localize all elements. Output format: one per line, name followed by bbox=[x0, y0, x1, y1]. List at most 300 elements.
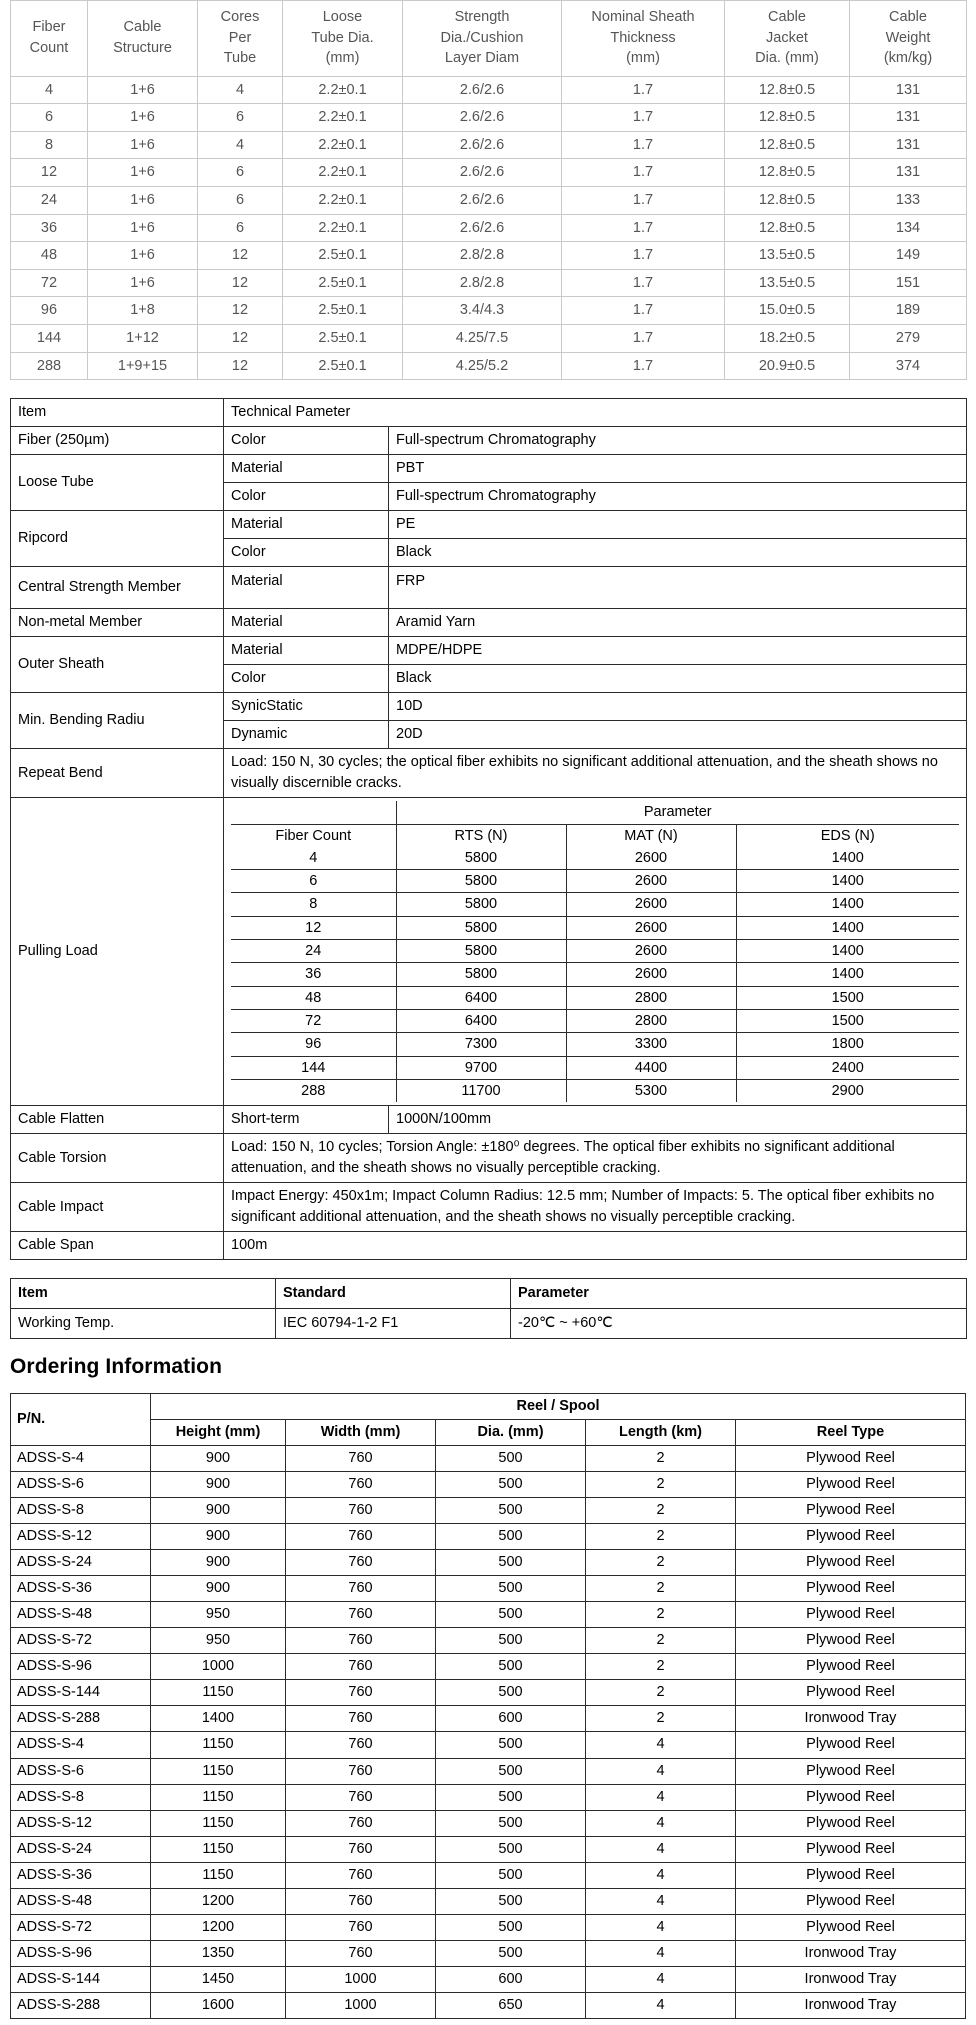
bending-radius-label: Min. Bending Radiu bbox=[11, 693, 224, 749]
ordering-cell-3: 500 bbox=[436, 1446, 586, 1472]
table-row bbox=[231, 940, 959, 963]
loose-tube-material-key: Material bbox=[224, 455, 389, 483]
loose-tube-label: Loose Tube bbox=[11, 455, 224, 511]
spec-cell-2: 6 bbox=[198, 104, 283, 132]
ordering-cell-5: Plywood Reel bbox=[736, 1680, 966, 1706]
ordering-cell-1: 1150 bbox=[151, 1732, 286, 1758]
pulling-load-cell-3: 1500 bbox=[736, 986, 959, 1009]
pulling-load-header-3: EDS (N) bbox=[736, 824, 959, 847]
ordering-information-heading: Ordering Information bbox=[10, 1355, 222, 1379]
ordering-cell-4: 2 bbox=[586, 1706, 736, 1732]
spec-cell-0: 96 bbox=[11, 297, 88, 325]
ordering-cell-3: 500 bbox=[436, 1732, 586, 1758]
spec-cell-4: 4.25/7.5 bbox=[403, 324, 562, 352]
spec-cell-7: 149 bbox=[850, 242, 967, 270]
pulling-load-header-0: Fiber Count bbox=[231, 824, 396, 847]
ordering-cell-2: 760 bbox=[286, 1628, 436, 1654]
spec-cell-1: 1+6 bbox=[88, 214, 198, 242]
ordering-cell-5: Plywood Reel bbox=[736, 1888, 966, 1914]
spec-cell-7: 133 bbox=[850, 187, 967, 215]
ordering-cell-5: Plywood Reel bbox=[736, 1914, 966, 1940]
spec-cell-5: 1.7 bbox=[562, 76, 725, 104]
spec-cell-7: 134 bbox=[850, 214, 967, 242]
ordering-pn-cell: ADSS-S-36 bbox=[11, 1862, 151, 1888]
spec-cell-7: 189 bbox=[850, 297, 967, 325]
csm-label: Central Strength Member bbox=[11, 567, 224, 609]
spec-cell-5: 1.7 bbox=[562, 187, 725, 215]
pulling-load-cell-3: 1500 bbox=[736, 1009, 959, 1032]
ordering-cell-4: 4 bbox=[586, 1836, 736, 1862]
pulling-load-cell-1: 11700 bbox=[396, 1079, 566, 1102]
pulling-load-cell-2: 2800 bbox=[566, 986, 736, 1009]
pulling-load-cell-0: 48 bbox=[231, 986, 396, 1009]
spec-cell-4: 4.25/5.2 bbox=[403, 352, 562, 380]
spec-cell-3: 2.5±0.1 bbox=[283, 242, 403, 270]
row-outer-sheath-material bbox=[11, 637, 967, 665]
table-row bbox=[11, 1940, 966, 1966]
spec-column-header-7: Cable Weight (km/kg) bbox=[850, 1, 967, 77]
pulling-load-cell bbox=[224, 798, 967, 1106]
spec-cell-5: 1.7 bbox=[562, 242, 725, 270]
ordering-pn-cell: ADSS-S-72 bbox=[11, 1914, 151, 1940]
torsion-label: Cable Torsion bbox=[11, 1134, 224, 1183]
ordering-pn-cell: ADSS-S-6 bbox=[11, 1758, 151, 1784]
bending-dynamic-value: 20D bbox=[389, 721, 967, 749]
table-row bbox=[231, 963, 959, 986]
ordering-cell-2: 1000 bbox=[286, 1966, 436, 1992]
ordering-cell-2: 760 bbox=[286, 1836, 436, 1862]
table-row bbox=[11, 187, 967, 215]
spec-cell-1: 1+6 bbox=[88, 76, 198, 104]
span-value: 100m bbox=[224, 1232, 967, 1260]
ordering-cell-5: Ironwood Tray bbox=[736, 1966, 966, 1992]
ordering-cell-4: 4 bbox=[586, 1862, 736, 1888]
pulling-load-cell-3: 2900 bbox=[736, 1079, 959, 1102]
ordering-cell-4: 2 bbox=[586, 1602, 736, 1628]
row-non-metal-member bbox=[11, 609, 967, 637]
spec-cell-0: 72 bbox=[11, 269, 88, 297]
spec-header-row bbox=[11, 1, 967, 77]
ordering-cell-3: 500 bbox=[436, 1862, 586, 1888]
spec-cell-3: 2.2±0.1 bbox=[283, 214, 403, 242]
outer-sheath-label: Outer Sheath bbox=[11, 637, 224, 693]
pulling-load-cell-0: 8 bbox=[231, 893, 396, 916]
ordering-subheader-row bbox=[11, 1420, 966, 1446]
pulling-load-cell-0: 24 bbox=[231, 940, 396, 963]
spec-cell-6: 12.8±0.5 bbox=[725, 76, 850, 104]
ordering-cell-4: 2 bbox=[586, 1472, 736, 1498]
ordering-cell-5: Ironwood Tray bbox=[736, 1992, 966, 2018]
ordering-cell-1: 1150 bbox=[151, 1680, 286, 1706]
pulling-load-cell-2: 2800 bbox=[566, 1009, 736, 1032]
table-row bbox=[11, 1498, 966, 1524]
spec-cell-5: 1.7 bbox=[562, 104, 725, 132]
ordering-cell-1: 900 bbox=[151, 1446, 286, 1472]
bending-static-key: SynicStatic bbox=[224, 693, 389, 721]
ordering-cell-1: 1150 bbox=[151, 1810, 286, 1836]
table-row bbox=[231, 1009, 959, 1032]
table-row bbox=[231, 916, 959, 939]
ordering-pn-cell: ADSS-S-8 bbox=[11, 1784, 151, 1810]
spec-column-header-3: Loose Tube Dia. (mm) bbox=[283, 1, 403, 77]
pulling-load-cell-3: 1400 bbox=[736, 963, 959, 986]
spec-cell-3: 2.2±0.1 bbox=[283, 159, 403, 187]
row-bending-static bbox=[11, 693, 967, 721]
ripcord-material-key: Material bbox=[224, 511, 389, 539]
pulling-load-cell-3: 2400 bbox=[736, 1056, 959, 1079]
pulling-load-cell-1: 5800 bbox=[396, 893, 566, 916]
ordering-cell-5: Plywood Reel bbox=[736, 1550, 966, 1576]
spec-cell-7: 131 bbox=[850, 104, 967, 132]
pulling-load-cell-0: 4 bbox=[231, 847, 396, 870]
ordering-pn-cell: ADSS-S-288 bbox=[11, 1706, 151, 1732]
spec-cell-3: 2.2±0.1 bbox=[283, 104, 403, 132]
spec-cell-6: 13.5±0.5 bbox=[725, 242, 850, 270]
table-row bbox=[11, 1524, 966, 1550]
tech-header-row bbox=[11, 399, 967, 427]
row-loose-tube-material bbox=[11, 455, 967, 483]
spec-cell-6: 12.8±0.5 bbox=[725, 104, 850, 132]
pulling-load-cell-2: 2600 bbox=[566, 870, 736, 893]
row-ripcord-material bbox=[11, 511, 967, 539]
ordering-cell-3: 500 bbox=[436, 1628, 586, 1654]
spec-cell-5: 1.7 bbox=[562, 159, 725, 187]
flatten-value: 1000N/100mm bbox=[389, 1106, 967, 1134]
table-row bbox=[11, 297, 967, 325]
spec-cell-1: 1+6 bbox=[88, 159, 198, 187]
row-repeat-bend bbox=[11, 749, 967, 798]
table-row bbox=[11, 159, 967, 187]
spec-cell-5: 1.7 bbox=[562, 269, 725, 297]
ordering-cell-3: 600 bbox=[436, 1966, 586, 1992]
flatten-label: Cable Flatten bbox=[11, 1106, 224, 1134]
ordering-cell-1: 900 bbox=[151, 1576, 286, 1602]
pulling-load-cell-0: 144 bbox=[231, 1056, 396, 1079]
pulling-load-cell-1: 5800 bbox=[396, 870, 566, 893]
ordering-cell-1: 1450 bbox=[151, 1966, 286, 1992]
ordering-cell-2: 1000 bbox=[286, 1992, 436, 2018]
table-row bbox=[11, 1914, 966, 1940]
ordering-cell-5: Plywood Reel bbox=[736, 1602, 966, 1628]
pulling-load-cell-2: 2600 bbox=[566, 847, 736, 870]
ordering-cell-5: Plywood Reel bbox=[736, 1524, 966, 1550]
ordering-cell-3: 500 bbox=[436, 1758, 586, 1784]
spec-cell-0: 8 bbox=[11, 131, 88, 159]
pulling-load-cell-3: 1400 bbox=[736, 870, 959, 893]
spec-cell-6: 12.8±0.5 bbox=[725, 187, 850, 215]
ordering-cell-1: 1350 bbox=[151, 1940, 286, 1966]
ordering-cell-5: Plywood Reel bbox=[736, 1810, 966, 1836]
ordering-cell-4: 4 bbox=[586, 1732, 736, 1758]
ordering-cell-4: 4 bbox=[586, 1888, 736, 1914]
ordering-pn-cell: ADSS-S-72 bbox=[11, 1628, 151, 1654]
pulling-load-cell-1: 5800 bbox=[396, 963, 566, 986]
ordering-cell-4: 2 bbox=[586, 1628, 736, 1654]
pulling-load-header-2: MAT (N) bbox=[566, 824, 736, 847]
table-row bbox=[11, 1680, 966, 1706]
ordering-cell-5: Plywood Reel bbox=[736, 1784, 966, 1810]
ordering-cell-2: 760 bbox=[286, 1680, 436, 1706]
ordering-subheader-2: Dia. (mm) bbox=[436, 1420, 586, 1446]
pulling-load-cell-1: 9700 bbox=[396, 1056, 566, 1079]
ordering-cell-3: 600 bbox=[436, 1706, 586, 1732]
pulling-load-cell-1: 5800 bbox=[396, 940, 566, 963]
ordering-cell-4: 4 bbox=[586, 1784, 736, 1810]
ordering-cell-1: 1600 bbox=[151, 1992, 286, 2018]
temp-data-row bbox=[11, 1309, 967, 1339]
ordering-cell-4: 2 bbox=[586, 1550, 736, 1576]
spec-cell-1: 1+9+15 bbox=[88, 352, 198, 380]
ordering-cell-2: 760 bbox=[286, 1732, 436, 1758]
table-row bbox=[231, 986, 959, 1009]
tech-header-parameter: Technical Pameter bbox=[224, 399, 967, 427]
spec-cell-7: 131 bbox=[850, 76, 967, 104]
impact-value: Impact Energy: 450x1m; Impact Column Radius: 12.5 mm; Number of Impacts: 5. The optical fiber exhibits no significant additional attenuation, and the sheath shows no visually perceptible cracking. bbox=[224, 1183, 967, 1232]
pulling-load-header-1: RTS (N) bbox=[396, 824, 566, 847]
ordering-cell-5: Plywood Reel bbox=[736, 1836, 966, 1862]
spec-cell-3: 2.5±0.1 bbox=[283, 352, 403, 380]
spec-cell-4: 2.6/2.6 bbox=[403, 104, 562, 132]
spec-cell-4: 2.6/2.6 bbox=[403, 131, 562, 159]
ordering-cell-1: 900 bbox=[151, 1524, 286, 1550]
ordering-cell-4: 4 bbox=[586, 1810, 736, 1836]
ordering-cell-2: 760 bbox=[286, 1446, 436, 1472]
table-row bbox=[11, 269, 967, 297]
ripcord-material-value: PE bbox=[389, 511, 967, 539]
spec-cell-0: 288 bbox=[11, 352, 88, 380]
ordering-pn-cell: ADSS-S-144 bbox=[11, 1680, 151, 1706]
table-row bbox=[11, 1784, 966, 1810]
pulling-load-cell-2: 5300 bbox=[566, 1079, 736, 1102]
csm-material-key: Material bbox=[224, 567, 389, 609]
temp-cell-1: IEC 60794-1-2 F1 bbox=[276, 1309, 511, 1339]
spec-cell-3: 2.2±0.1 bbox=[283, 131, 403, 159]
spec-cell-7: 131 bbox=[850, 159, 967, 187]
spec-cell-7: 374 bbox=[850, 352, 967, 380]
sheath-color-key: Color bbox=[224, 665, 389, 693]
ordering-cell-3: 500 bbox=[436, 1810, 586, 1836]
ordering-pn-cell: ADSS-S-24 bbox=[11, 1836, 151, 1862]
bending-dynamic-key: Dynamic bbox=[224, 721, 389, 749]
loose-tube-color-key: Color bbox=[224, 483, 389, 511]
pulling-load-table bbox=[231, 801, 959, 1102]
ordering-cell-1: 900 bbox=[151, 1498, 286, 1524]
spec-cell-6: 12.8±0.5 bbox=[725, 159, 850, 187]
nonmetal-material-key: Material bbox=[224, 609, 389, 637]
spec-cell-4: 2.6/2.6 bbox=[403, 187, 562, 215]
table-row bbox=[11, 352, 967, 380]
pulling-load-title-row bbox=[231, 801, 959, 824]
pulling-load-cell-1: 5800 bbox=[396, 916, 566, 939]
spec-cell-4: 2.8/2.8 bbox=[403, 269, 562, 297]
table-row bbox=[11, 242, 967, 270]
spec-cell-2: 12 bbox=[198, 269, 283, 297]
table-row bbox=[11, 131, 967, 159]
pulling-load-cell-2: 2600 bbox=[566, 940, 736, 963]
table-row bbox=[11, 104, 967, 132]
span-label: Cable Span bbox=[11, 1232, 224, 1260]
sheath-material-value: MDPE/HDPE bbox=[389, 637, 967, 665]
ordering-pn-cell: ADSS-S-96 bbox=[11, 1940, 151, 1966]
temp-cell-2: -20℃ ~ +60℃ bbox=[511, 1309, 967, 1339]
ordering-cell-4: 4 bbox=[586, 1758, 736, 1784]
spec-cell-0: 144 bbox=[11, 324, 88, 352]
spec-cell-0: 6 bbox=[11, 104, 88, 132]
spec-cell-2: 4 bbox=[198, 131, 283, 159]
spec-cell-5: 1.7 bbox=[562, 131, 725, 159]
ordering-cell-5: Plywood Reel bbox=[736, 1576, 966, 1602]
ordering-cell-2: 760 bbox=[286, 1498, 436, 1524]
table-row bbox=[11, 1446, 966, 1472]
ordering-pn-cell: ADSS-S-36 bbox=[11, 1576, 151, 1602]
repeat-bend-label: Repeat Bend bbox=[11, 749, 224, 798]
spec-cell-3: 2.5±0.1 bbox=[283, 297, 403, 325]
ordering-cell-1: 1150 bbox=[151, 1862, 286, 1888]
ordering-cell-4: 2 bbox=[586, 1524, 736, 1550]
spec-cell-4: 2.6/2.6 bbox=[403, 159, 562, 187]
table-row bbox=[11, 1550, 966, 1576]
pulling-load-cell-2: 2600 bbox=[566, 893, 736, 916]
flatten-key: Short-term bbox=[224, 1106, 389, 1134]
ripcord-color-value: Black bbox=[389, 539, 967, 567]
ordering-cell-5: Plywood Reel bbox=[736, 1654, 966, 1680]
ordering-cell-3: 500 bbox=[436, 1836, 586, 1862]
spec-cell-6: 12.8±0.5 bbox=[725, 131, 850, 159]
working-temperature-table bbox=[10, 1278, 967, 1339]
table-row bbox=[11, 1706, 966, 1732]
ordering-cell-2: 760 bbox=[286, 1472, 436, 1498]
table-row bbox=[11, 1836, 966, 1862]
ordering-cell-2: 760 bbox=[286, 1654, 436, 1680]
repeat-bend-value: Load: 150 N, 30 cycles; the optical fiber exhibits no significant additional attenuation, and the sheath shows no visually discernible cracks. bbox=[224, 749, 967, 798]
spec-table-body bbox=[11, 76, 967, 379]
ordering-cell-5: Plywood Reel bbox=[736, 1498, 966, 1524]
table-row bbox=[11, 324, 967, 352]
ordering-cell-4: 2 bbox=[586, 1446, 736, 1472]
loose-tube-color-value: Full-spectrum Chromatography bbox=[389, 483, 967, 511]
table-row bbox=[11, 76, 967, 104]
spec-cell-3: 2.5±0.1 bbox=[283, 269, 403, 297]
ordering-cell-3: 650 bbox=[436, 1992, 586, 2018]
table-row bbox=[11, 1654, 966, 1680]
tech-header-item: Item bbox=[11, 399, 224, 427]
spec-cell-4: 2.6/2.6 bbox=[403, 214, 562, 242]
ordering-pn-cell: ADSS-S-8 bbox=[11, 1498, 151, 1524]
row-central-strength-member bbox=[11, 567, 967, 609]
ordering-cell-2: 760 bbox=[286, 1550, 436, 1576]
pulling-load-cell-1: 5800 bbox=[396, 847, 566, 870]
row-cable-flatten bbox=[11, 1106, 967, 1134]
table-row bbox=[11, 1810, 966, 1836]
ordering-cell-5: Plywood Reel bbox=[736, 1628, 966, 1654]
spec-column-header-0: Fiber Count bbox=[11, 1, 88, 77]
table-row bbox=[231, 1033, 959, 1056]
torsion-value: Load: 150 N, 10 cycles; Torsion Angle: ±180⁰ degrees. The optical fiber exhibits no significant additional attenuation, and the sheath shows no visually perceptible cracking. bbox=[224, 1134, 967, 1183]
pulling-load-cell-2: 4400 bbox=[566, 1056, 736, 1079]
table-row bbox=[231, 893, 959, 916]
spec-cell-7: 279 bbox=[850, 324, 967, 352]
ordering-cell-4: 2 bbox=[586, 1576, 736, 1602]
spec-cell-0: 48 bbox=[11, 242, 88, 270]
ordering-pn-cell: ADSS-S-48 bbox=[11, 1602, 151, 1628]
row-cable-torsion bbox=[11, 1134, 967, 1183]
table-row bbox=[11, 1576, 966, 1602]
ordering-pn-cell: ADSS-S-48 bbox=[11, 1888, 151, 1914]
cable-specification-table bbox=[10, 0, 967, 380]
loose-tube-material-value: PBT bbox=[389, 455, 967, 483]
spec-cell-4: 3.4/4.3 bbox=[403, 297, 562, 325]
pulling-load-title: Parameter bbox=[396, 801, 959, 824]
pulling-load-cell-1: 7300 bbox=[396, 1033, 566, 1056]
ordering-cell-1: 1150 bbox=[151, 1784, 286, 1810]
ordering-pn-cell: ADSS-S-24 bbox=[11, 1550, 151, 1576]
ordering-subheader-0: Height (mm) bbox=[151, 1420, 286, 1446]
ordering-cell-5: Ironwood Tray bbox=[736, 1940, 966, 1966]
ordering-subheader-3: Length (km) bbox=[586, 1420, 736, 1446]
spec-cell-2: 6 bbox=[198, 159, 283, 187]
spec-cell-5: 1.7 bbox=[562, 352, 725, 380]
ordering-cell-4: 4 bbox=[586, 1966, 736, 1992]
ordering-cell-5: Plywood Reel bbox=[736, 1758, 966, 1784]
sheath-color-value: Black bbox=[389, 665, 967, 693]
ordering-cell-1: 900 bbox=[151, 1472, 286, 1498]
spec-cell-3: 2.2±0.1 bbox=[283, 187, 403, 215]
spec-cell-7: 131 bbox=[850, 131, 967, 159]
table-row bbox=[11, 1992, 966, 2018]
ordering-pn-cell: ADSS-S-12 bbox=[11, 1810, 151, 1836]
table-row bbox=[11, 1862, 966, 1888]
impact-label: Cable Impact bbox=[11, 1183, 224, 1232]
ordering-cell-2: 760 bbox=[286, 1706, 436, 1732]
pulling-load-cell-1: 6400 bbox=[396, 1009, 566, 1032]
table-row bbox=[11, 1732, 966, 1758]
ordering-header-row bbox=[11, 1394, 966, 1420]
ordering-cell-1: 950 bbox=[151, 1602, 286, 1628]
table-row bbox=[11, 1602, 966, 1628]
spec-cell-1: 1+8 bbox=[88, 297, 198, 325]
pulling-load-body bbox=[231, 847, 959, 1102]
spec-column-header-2: Cores Per Tube bbox=[198, 1, 283, 77]
spec-cell-6: 18.2±0.5 bbox=[725, 324, 850, 352]
table-row bbox=[231, 847, 959, 870]
spec-cell-2: 6 bbox=[198, 214, 283, 242]
ordering-cell-3: 500 bbox=[436, 1498, 586, 1524]
pulling-load-cell-1: 6400 bbox=[396, 986, 566, 1009]
ordering-cell-5: Plywood Reel bbox=[736, 1732, 966, 1758]
pulling-load-cell-2: 2600 bbox=[566, 963, 736, 986]
pulling-load-cell-0: 96 bbox=[231, 1033, 396, 1056]
spec-cell-6: 12.8±0.5 bbox=[725, 214, 850, 242]
ordering-pn-cell: ADSS-S-4 bbox=[11, 1732, 151, 1758]
ordering-cell-3: 500 bbox=[436, 1654, 586, 1680]
ordering-subheader-4: Reel Type bbox=[736, 1420, 966, 1446]
temp-header-0: Item bbox=[11, 1279, 276, 1309]
fiber-color-key: Color bbox=[224, 427, 389, 455]
ordering-cell-4: 4 bbox=[586, 1914, 736, 1940]
ripcord-label: Ripcord bbox=[11, 511, 224, 567]
ordering-cell-3: 500 bbox=[436, 1888, 586, 1914]
spec-cell-2: 4 bbox=[198, 76, 283, 104]
ordering-pn-header: P/N. bbox=[11, 1394, 151, 1446]
table-row bbox=[231, 1079, 959, 1102]
spec-column-header-6: Cable Jacket Dia. (mm) bbox=[725, 1, 850, 77]
ordering-pn-cell: ADSS-S-96 bbox=[11, 1654, 151, 1680]
csm-material-value: FRP bbox=[389, 567, 967, 609]
ordering-cell-1: 1000 bbox=[151, 1654, 286, 1680]
ordering-pn-cell: ADSS-S-4 bbox=[11, 1446, 151, 1472]
spec-cell-1: 1+12 bbox=[88, 324, 198, 352]
ordering-cell-3: 500 bbox=[436, 1472, 586, 1498]
